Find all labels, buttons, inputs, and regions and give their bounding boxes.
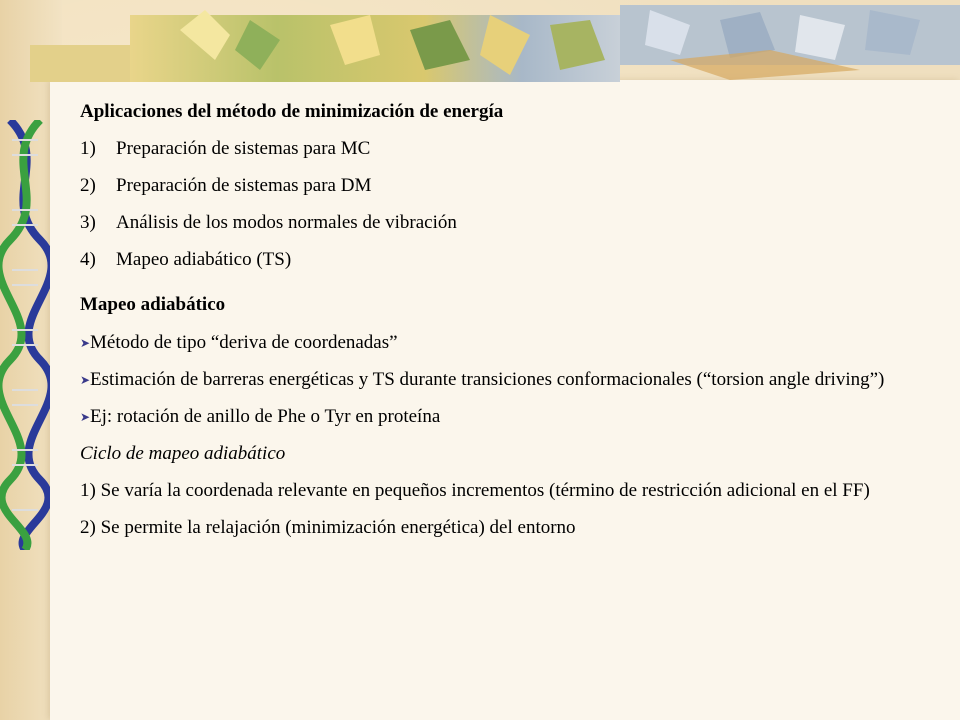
bullet-text: Método de tipo “deriva de coordenadas” (90, 332, 398, 353)
item-text: Preparación de sistemas para MC (116, 138, 371, 159)
cycle-step: 1) Se varía la coordenada relevante en pequeños incrementos (término de restricción adicional en el FF) (80, 480, 870, 501)
bullet-text: Estimación de barreras energéticas y TS durante transiciones conformacionales (“torsion angle driving”) (90, 369, 885, 390)
numbered-item (80, 248, 920, 272)
item-number: 3) (80, 212, 96, 233)
bullet-item (80, 368, 920, 392)
section-subheading: Mapeo adiabático (80, 294, 226, 315)
slide-body (80, 100, 920, 553)
slide-heading: Aplicaciones del método de minimización de energía (80, 101, 504, 122)
numbered-item (80, 174, 920, 198)
item-text: Análisis de los modos normales de vibración (116, 212, 457, 233)
arrow-bullet-icon: ➤ (80, 336, 91, 350)
item-text: Mapeo adiabático (TS) (116, 249, 292, 270)
numbered-item (80, 137, 920, 161)
leaves-banner-image (30, 0, 960, 82)
cycle-step: 2) Se permite la relajación (minimización energética) del entorno (80, 517, 576, 538)
bullet-item (80, 331, 920, 355)
arrow-bullet-icon: ➤ (80, 410, 91, 424)
item-text: Preparación de sistemas para DM (116, 175, 372, 196)
bullet-item (80, 405, 920, 429)
numbered-item (80, 211, 920, 235)
item-number: 1) (80, 138, 96, 159)
bullet-text: Ej: rotación de anillo de Phe o Tyr en proteína (90, 406, 441, 427)
item-number: 4) (80, 249, 96, 270)
cycle-title: Ciclo de mapeo adiabático (80, 443, 286, 464)
item-number: 2) (80, 175, 96, 196)
arrow-bullet-icon: ➤ (80, 373, 91, 387)
dna-helix-image (0, 120, 50, 550)
